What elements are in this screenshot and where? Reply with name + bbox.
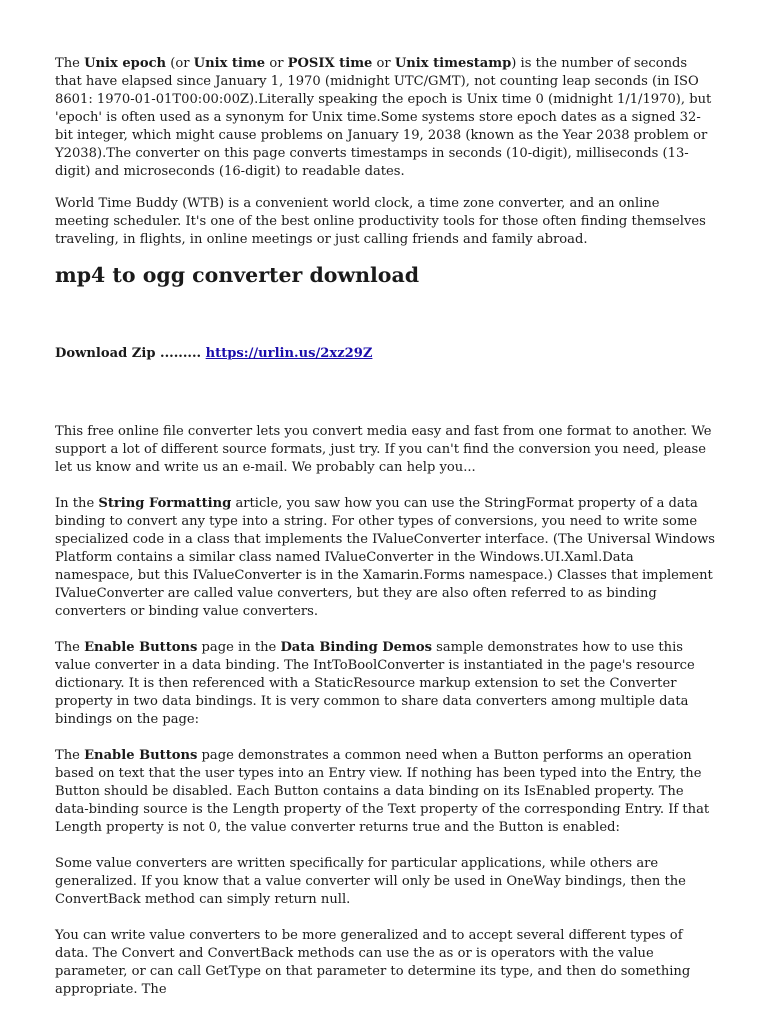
term-string-formatting: String Formatting: [98, 496, 232, 511]
paragraph-world-time-buddy: World Time Buddy (WTB) is a convenient world clock, a time zone converter, and an online meeting scheduler. It's one of the best online productivity tools for those often finding themselves traveling, in flights, in online meetings or just calling friends and family abroad.: [55, 196, 706, 247]
download-link[interactable]: https://urlin.us/2xz29Z: [205, 346, 373, 361]
paragraph-string-formatting: In the String Formatting article, you saw how you can use the StringFormat property of a data binding to convert any type into a string. For other types of conversions, you need to write some specialized code in a class that implements the IValueConverter interface. (The Universal Windows Platform contains a similar class named IValueConverter in the Windows.UI.Xaml.Data namespace, but this IValueConverter is in the Xamarin.Forms namespace.) Classes that implement IValueConverter are called value converters, but they are also often referred to as binding converters or binding value converters.: [55, 496, 716, 619]
paragraph-file-converter: This free online file converter lets you convert media easy and fast from one format to another. We support a lot of different source formats, just try. If you can't find the conversion you need, please let us know and write us an e-mail. We probably can help you...: [55, 424, 712, 475]
paragraph-unix-epoch: The Unix epoch (or Unix time or POSIX time or Unix timestamp) is the number of seconds that have elapsed since January 1, 1970 (midnight UTC/GMT), not counting leap seconds (in ISO 8601: 1970-01-01T00:00:00Z).Literally speaking the epoch is Unix time 0 (midnight 1/1/1970), but 'epoch' is often used as a synonym for Unix time.Some systems store epoch dates as a signed 32-bit integer, which might cause problems on January 19, 2038 (known as the Year 2038 problem or Y2038).The converter on this page converts timestamps in seconds (10-digit), milliseconds (13-digit) and microseconds (16-digit) to readable dates.: [55, 56, 712, 179]
paragraph-enable-buttons-need: The Enable Buttons page demonstrates a common need when a Button performs an operation based on text that the user types into an Entry view. If nothing has been typed into the Entry, the Button should be disabled. Each Button contains a data binding on its IsEnabled property. The data-binding source is the Length property of the Text property of the corresponding Entry. If that Length property is not 0, the value converter returns true and the Button is enabled:: [55, 748, 710, 835]
term-enable-buttons: Enable Buttons: [84, 640, 198, 655]
term-unix-time: Unix time: [193, 56, 266, 71]
paragraph-generalized-converters: You can write value converters to be more generalized and to accept several different types of data. The Convert and ConvertBack methods can use the as or is operators with the value parameter, or can call GetType on that parameter to determine its type, and then do something appropriate. The: [55, 928, 691, 997]
term-data-binding-demos: Data Binding Demos: [280, 640, 432, 655]
paragraph-value-converters: Some value converters are written specifically for particular applications, while others are generalized. If you know that a value converter will only be used in OneWay bindings, then the ConvertBack method can simply return null.: [55, 856, 686, 907]
term-enable-buttons-2: Enable Buttons: [84, 748, 198, 763]
term-unix-timestamp: Unix timestamp: [394, 56, 512, 71]
paragraph-enable-buttons-demo: The Enable Buttons page in the Data Binding Demos sample demonstrates how to use this value converter in a data binding. The IntToBoolConverter is instantiated in the page's resource dictionary. It is then referenced with a StaticResource markup extension to set the Converter property in two data bindings. It is very common to share data converters among multiple data bindings on the page:: [55, 640, 695, 727]
term-posix-time: POSIX time: [287, 56, 373, 71]
download-line: [55, 345, 715, 363]
download-label: Download Zip .........: [55, 346, 206, 361]
page-heading: mp4 to ogg converter download: [55, 263, 420, 287]
term-unix-epoch: Unix epoch: [84, 56, 167, 71]
